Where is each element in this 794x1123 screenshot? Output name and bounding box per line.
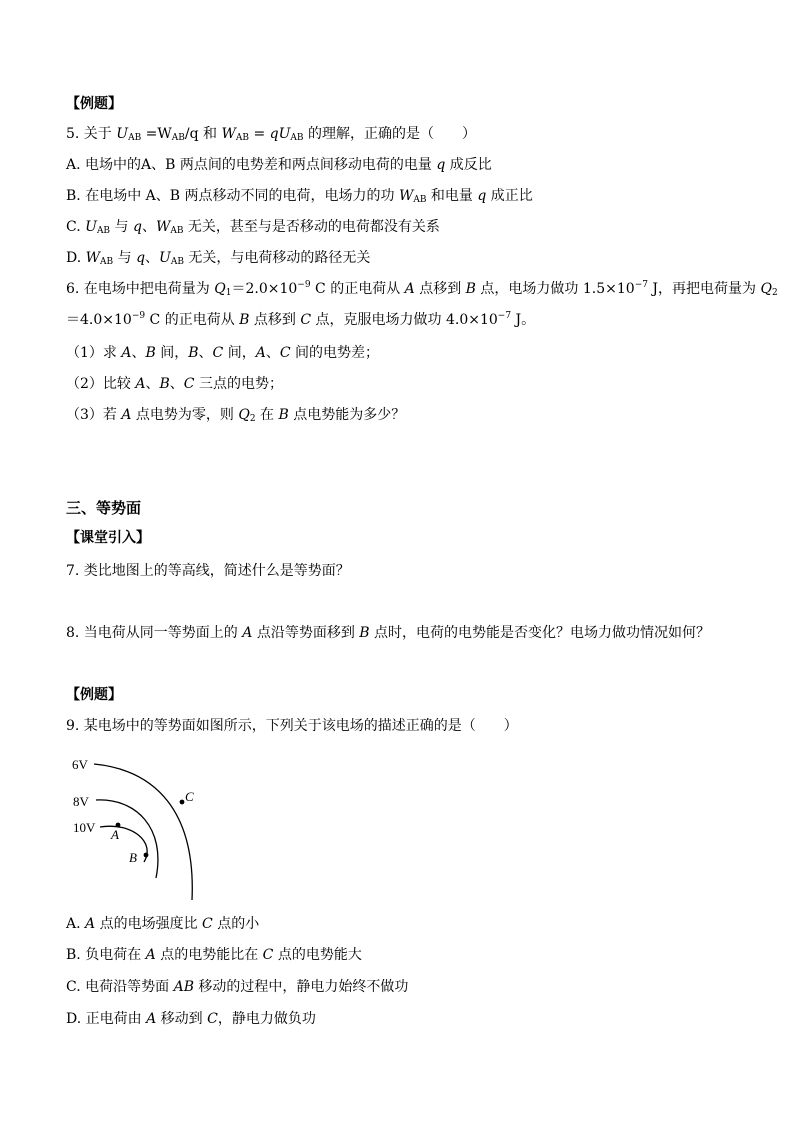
- q6-var: Q: [214, 281, 226, 297]
- example-heading-2: 【例题】: [66, 687, 122, 703]
- q6-text: ＝2.0×10: [231, 281, 298, 297]
- option-var: A: [145, 947, 156, 963]
- q5-qu: qU: [269, 126, 291, 142]
- label-6v: 6V: [72, 757, 88, 772]
- q5-text: =: [249, 126, 270, 142]
- point-c: [180, 800, 185, 805]
- q6-text: 点，电场力做功 1.5×10: [475, 281, 635, 297]
- option-text: 与: [110, 219, 133, 235]
- question-7: 7. 类比地图上的等高线，简述什么是等势面？: [66, 563, 350, 579]
- q6-text: 间，: [155, 345, 189, 361]
- q9-option-d: [66, 1009, 316, 1029]
- q6-text: C 的正电荷从: [310, 281, 405, 297]
- option-var: W: [398, 188, 414, 204]
- option-text: 无关，与电荷移动的路径无关: [183, 250, 371, 266]
- option-text: 成正比: [486, 188, 533, 204]
- q6-text: （2）比较: [66, 376, 136, 392]
- question-6-line-2: [66, 310, 535, 330]
- q5-w: W: [221, 126, 236, 142]
- q6-var: C: [300, 312, 312, 328]
- q5-text: =W: [141, 126, 172, 142]
- example-heading: 【例题】: [66, 96, 122, 112]
- q6-text: 点电势为零，则: [131, 407, 239, 423]
- option-var: q: [436, 157, 446, 173]
- q8-text: 点时，电荷的电势能是否变化？电场力做功情况如何？: [369, 625, 711, 641]
- q6-var: C: [183, 376, 195, 392]
- option-var: U: [85, 219, 97, 235]
- q6-var: C: [212, 345, 224, 361]
- question-8: [66, 623, 710, 643]
- option-var: q: [136, 250, 146, 266]
- option-text: 点的小: [212, 916, 260, 932]
- q5-option-d: [66, 248, 370, 268]
- q6-text: 6. 在电场中把电荷量为: [66, 281, 215, 297]
- option-var: U: [159, 250, 171, 266]
- q6-text: J。: [511, 312, 536, 328]
- q6-text: 点，克服电场力做功 4.0×10: [311, 312, 498, 328]
- q6-sub-question-3: [66, 405, 405, 425]
- q5-option-b: [66, 186, 533, 206]
- option-text: 点的电势能大: [273, 947, 362, 963]
- option-var: q: [132, 219, 142, 235]
- option-var: C: [207, 1011, 218, 1027]
- q6-text: 、: [131, 345, 146, 361]
- q6-text: C 的正电荷从: [145, 312, 240, 328]
- option-text: 移动到: [156, 1011, 208, 1027]
- q6-var: B: [159, 376, 170, 392]
- q6-text: 间的电势差；: [290, 345, 379, 361]
- q9-option-a: [66, 914, 259, 934]
- q5-sub: AB: [128, 133, 142, 143]
- q6-text: 三点的电势；: [194, 376, 283, 392]
- option-text: C.: [66, 219, 86, 235]
- q6-text: ＝4.0×10: [66, 312, 132, 328]
- option-text: D.: [66, 250, 86, 266]
- option-var: C: [202, 916, 213, 932]
- equipotential-10v: [100, 826, 147, 862]
- option-var: A: [146, 1011, 157, 1027]
- q6-text: 、: [198, 345, 213, 361]
- q6-var: B: [145, 345, 156, 361]
- q6-text: 、: [145, 376, 160, 392]
- q6-var: A: [404, 281, 415, 297]
- q6-text: 在: [255, 407, 279, 423]
- q6-sub-question-1: [66, 343, 379, 363]
- q6-var: A: [121, 407, 132, 423]
- q6-text: 点移到: [249, 312, 301, 328]
- option-text: 无关，甚至与是否移动的电荷都没有关系: [183, 219, 440, 235]
- equipotential-8v: [96, 800, 158, 878]
- q6-sup: −7: [634, 280, 648, 290]
- option-text: C. 电荷沿等势面: [66, 979, 174, 995]
- q6-text: （3）若: [66, 407, 122, 423]
- q8-var: A: [242, 625, 253, 641]
- q6-var: Q: [238, 407, 250, 423]
- q5-text: /q 和: [184, 126, 222, 142]
- option-sub: AB: [170, 226, 184, 236]
- q6-text: （1）求: [66, 345, 122, 361]
- q6-text: 点电势能为多少？: [288, 407, 406, 423]
- option-sub: AB: [413, 195, 427, 205]
- q5-option-c: [66, 217, 440, 237]
- q6-sub: 1: [225, 288, 232, 298]
- option-var: A: [85, 916, 96, 932]
- option-var: q: [477, 188, 487, 204]
- q6-text: J，再把电荷量为: [647, 281, 761, 297]
- q8-text: 8. 当电荷从同一等势面上的: [66, 625, 243, 641]
- point-b: [144, 853, 149, 858]
- option-text: 点的电场强度比: [95, 916, 203, 932]
- q6-sub: 2: [249, 414, 256, 424]
- q5-sub: AB: [235, 133, 250, 143]
- q6-var: A: [121, 345, 132, 361]
- option-text: 和电量: [426, 188, 478, 204]
- option-sub: AB: [170, 257, 184, 267]
- option-text: 、: [145, 250, 160, 266]
- question-5-stem: [66, 124, 476, 144]
- option-text: 与: [113, 250, 137, 266]
- option-text: 移动的过程中，静电力始终不做功: [193, 979, 409, 995]
- q6-var: B: [239, 312, 250, 328]
- option-text: 点的电势能比在: [155, 947, 263, 963]
- q5-text: 的理解，正确的是（ ）: [303, 126, 476, 142]
- q8-text: 点沿等势面移到: [252, 625, 360, 641]
- q6-var: B: [465, 281, 476, 297]
- option-var: C: [262, 947, 274, 963]
- q5-sub: AB: [171, 133, 185, 143]
- option-text: A.: [66, 916, 86, 932]
- label-b: B: [129, 850, 137, 865]
- q6-sup: −9: [131, 311, 146, 321]
- q6-sub: 2: [771, 288, 778, 298]
- label-a: A: [111, 827, 119, 842]
- q6-var: B: [188, 345, 199, 361]
- option-text: B. 负电荷在: [66, 947, 146, 963]
- option-text: ，静电力做负功: [217, 1011, 316, 1027]
- option-text: 、: [141, 219, 156, 235]
- option-text: B. 在电场中 A、B 两点移动不同的电荷，电场力的功: [66, 188, 399, 204]
- label-8v: 8V: [73, 794, 89, 809]
- question-9-stem: 9. 某电场中的等势面如图所示，下列关于该电场的描述正确的是（ ）: [66, 718, 518, 734]
- q6-text: 间，: [223, 345, 256, 361]
- q5-option-a: [66, 155, 492, 175]
- option-var: W: [85, 250, 101, 266]
- q6-var: Q: [760, 281, 772, 297]
- q6-var: A: [255, 345, 266, 361]
- label-10v: 10V: [73, 820, 96, 835]
- q5-u: U: [116, 126, 129, 142]
- q5-sub: AB: [290, 133, 304, 143]
- q6-var: B: [278, 407, 289, 423]
- option-var: W: [155, 219, 171, 235]
- equipotential-6v: [94, 764, 192, 900]
- q6-sub-question-2: [66, 374, 283, 394]
- label-c: C: [185, 789, 194, 804]
- q9-option-b: [66, 945, 362, 965]
- equipotential-figure: [66, 752, 216, 902]
- option-sub: AB: [96, 226, 111, 236]
- q6-text: 、: [169, 376, 184, 392]
- q8-var: B: [359, 625, 370, 641]
- q9-option-c: [66, 977, 408, 997]
- option-text: 成反比: [445, 157, 492, 173]
- option-text: A. 电场中的A、B 两点间的电势差和两点间移动电荷的电量: [66, 157, 437, 173]
- q6-sup: −7: [497, 311, 512, 321]
- class-intro-heading: 【课堂引入】: [66, 530, 150, 546]
- option-text: D. 正电荷由: [66, 1011, 147, 1027]
- section-title: 三、等势面: [66, 499, 142, 517]
- q5-number: 5. 关于: [66, 126, 117, 142]
- q6-sup: −9: [297, 280, 311, 290]
- q6-var: C: [279, 345, 291, 361]
- q6-text: 、: [265, 345, 280, 361]
- option-var: AB: [173, 979, 194, 995]
- q6-text: 点移到: [414, 281, 466, 297]
- question-6-line-1: [66, 279, 778, 299]
- q6-var: A: [135, 376, 146, 392]
- option-sub: AB: [100, 257, 114, 267]
